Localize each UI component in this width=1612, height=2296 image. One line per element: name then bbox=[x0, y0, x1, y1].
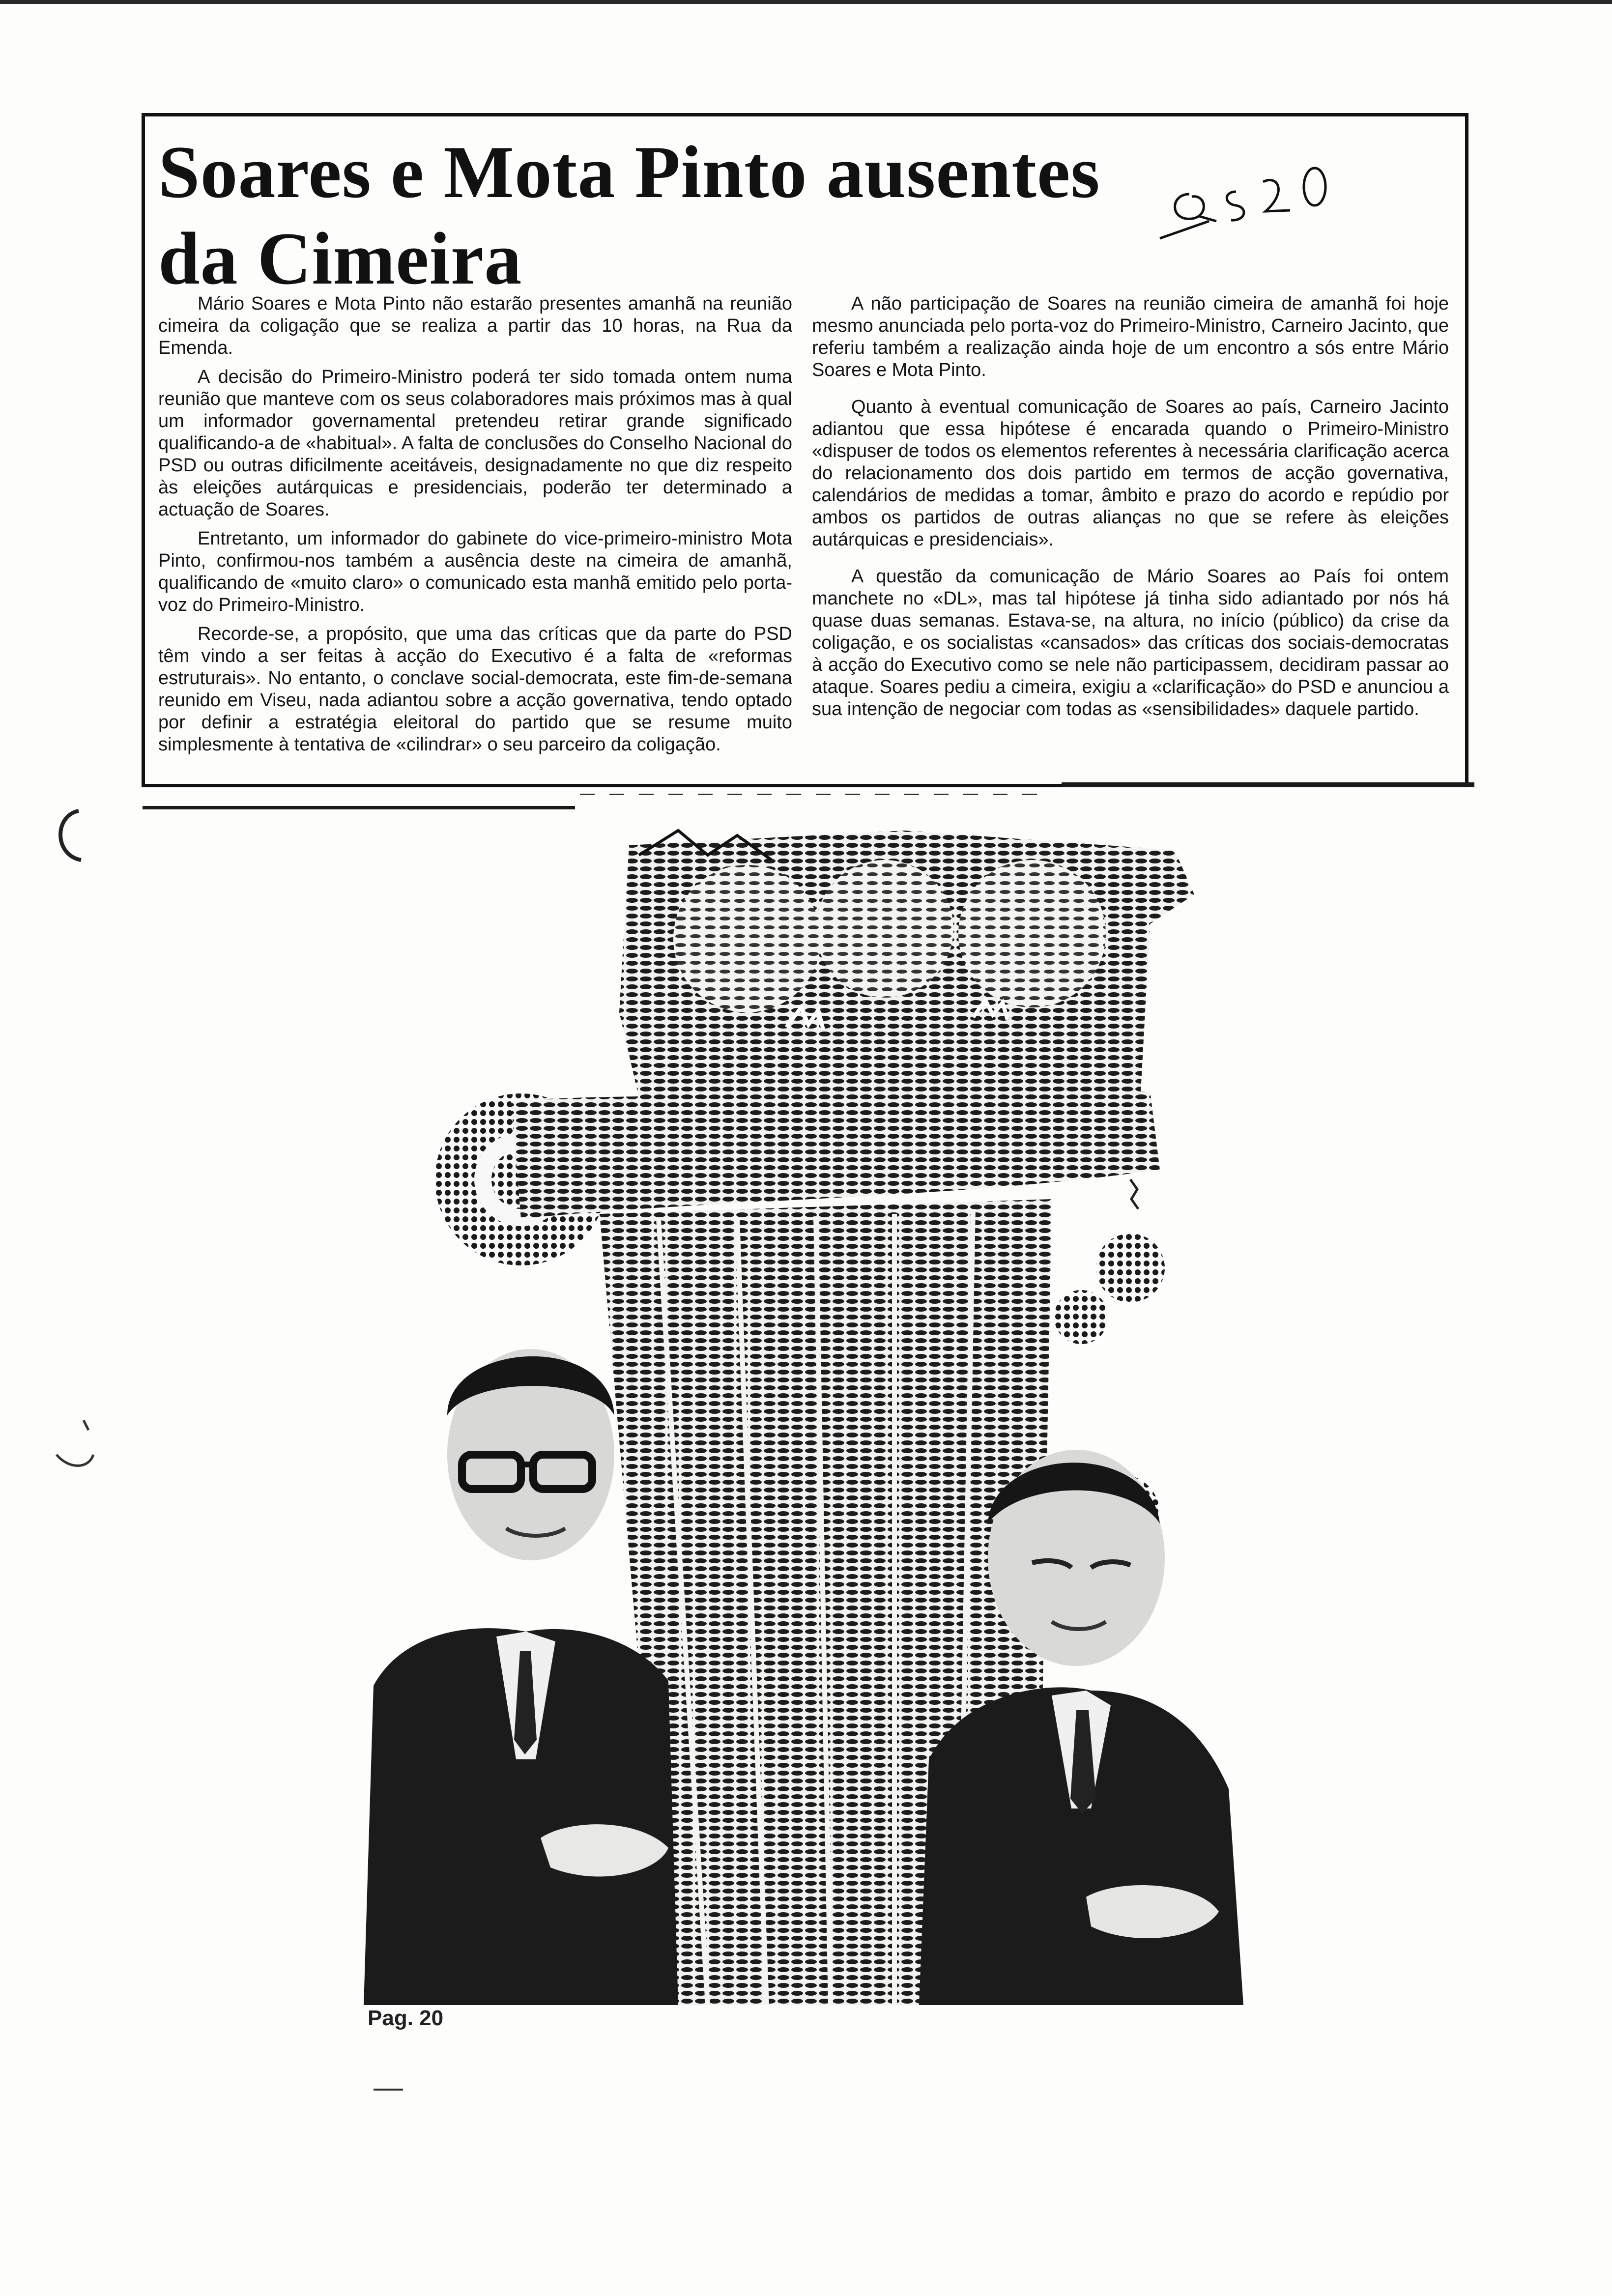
paragraph: A decisão do Primeiro-Ministro poderá ter sido tomada ontem numa reunião que manteve com os seus colaboradores mais próximos mas à qual um informador governamental pretendeu retirar grande significado qualificando-a de «habitual». A falta de conclusões do Conselho Nacional do PSD ou outras dificilmente aceitáveis, designadamente no que diz respeito às eleições autárquicas e presidenciais, poderão ter determinado a actuação de Soares. bbox=[158, 367, 792, 520]
headline-line-2: da Cimeira bbox=[158, 217, 522, 300]
margin-tick-mark bbox=[49, 1415, 103, 1479]
separator-rule-left bbox=[143, 806, 575, 809]
article-column-right bbox=[812, 293, 1449, 727]
handwritten-signature-icon bbox=[1150, 147, 1366, 256]
paragraph: Quanto à eventual comunicação de Soares ao país, Carneiro Jacinto adiantou que essa hipótese é encarada quando o Primeiro-Ministro «dispuser de todos os elementos referentes à necessária clarificação acerca do relacionamento dos dois partido em termos de acção governativa, calendários de medidas a tomar, âmbito e prazo do acordo e repúdio por ambos os partidos de outras alianças no que se refere às eleições autárquicas e presidenciais». bbox=[812, 397, 1449, 550]
headline bbox=[158, 129, 1264, 302]
handwritten-annotation bbox=[1150, 147, 1366, 256]
paragraph: Entretanto, um informador do gabinete do vice-primeiro-ministro Mota Pinto, confirmou-nos também a ausência deste na cimeira de amanhã, qualificando de «muito claro» o comunicado esta manhã emitido pelo porta-voz do Primeiro-Ministro. bbox=[158, 528, 792, 615]
paragraph: Recorde-se, a propósito, que uma das críticas que da parte do PSD têm vindo a ser feitas à acção do Executivo é a falta de «reformas estruturais». No entanto, o conclave social-democrata, este fim-de-semana reunido em Viseu, nada adiantou sobre a acção governativa, tendo optado por definir a estratégia eleitoral do partido que se resume muito simplesmente à tentativa de «cilindrar» o seu parceiro da coligação. bbox=[158, 624, 792, 755]
paragraph: Mário Soares e Mota Pinto não estarão presentes amanhã na reunião cimeira da coligação que se realiza a partir das 10 horas, na Rua da Emenda. bbox=[158, 293, 792, 358]
margin-bracket-mark bbox=[44, 806, 93, 870]
article-column-left bbox=[158, 293, 792, 763]
separator-rule-dashed bbox=[580, 794, 1052, 795]
page-number-underline bbox=[374, 2089, 403, 2091]
headline-line-1: Soares e Mota Pinto ausentes bbox=[158, 131, 1100, 213]
paragraph: A não participação de Soares na reunião cimeira de amanhã foi hoje mesmo anunciada pelo porta-voz do Primeiro-Ministro, Carneiro Jacinto, que referiu também a realização ainda hoje de um encontro a sós entre Mário Soares e Mota Pinto. bbox=[812, 293, 1449, 380]
separator-rule-right bbox=[1062, 782, 1474, 787]
photo-column-illustration bbox=[364, 826, 1243, 2005]
page-number: Pag. 20 bbox=[368, 2006, 444, 2030]
page-top-rule bbox=[0, 0, 1612, 4]
paragraph: A questão da comunicação de Mário Soares ao País foi ontem manchete no «DL», mas tal hipótese já tinha sido adiantado por nós há quase duas semanas. Estava-se, na altura, no início (público) da crise da coligação, e os socialistas «cansados» das críticas dos sociais-democratas à acção do Executivo como se nele não participassem, decidiram passar ao ataque. Soares pediu a cimeira, exigiu a «clarificação» do PSD e anunciou a sua intenção de negociar com todas as «sensibilidades» daquele partido. bbox=[812, 566, 1449, 719]
